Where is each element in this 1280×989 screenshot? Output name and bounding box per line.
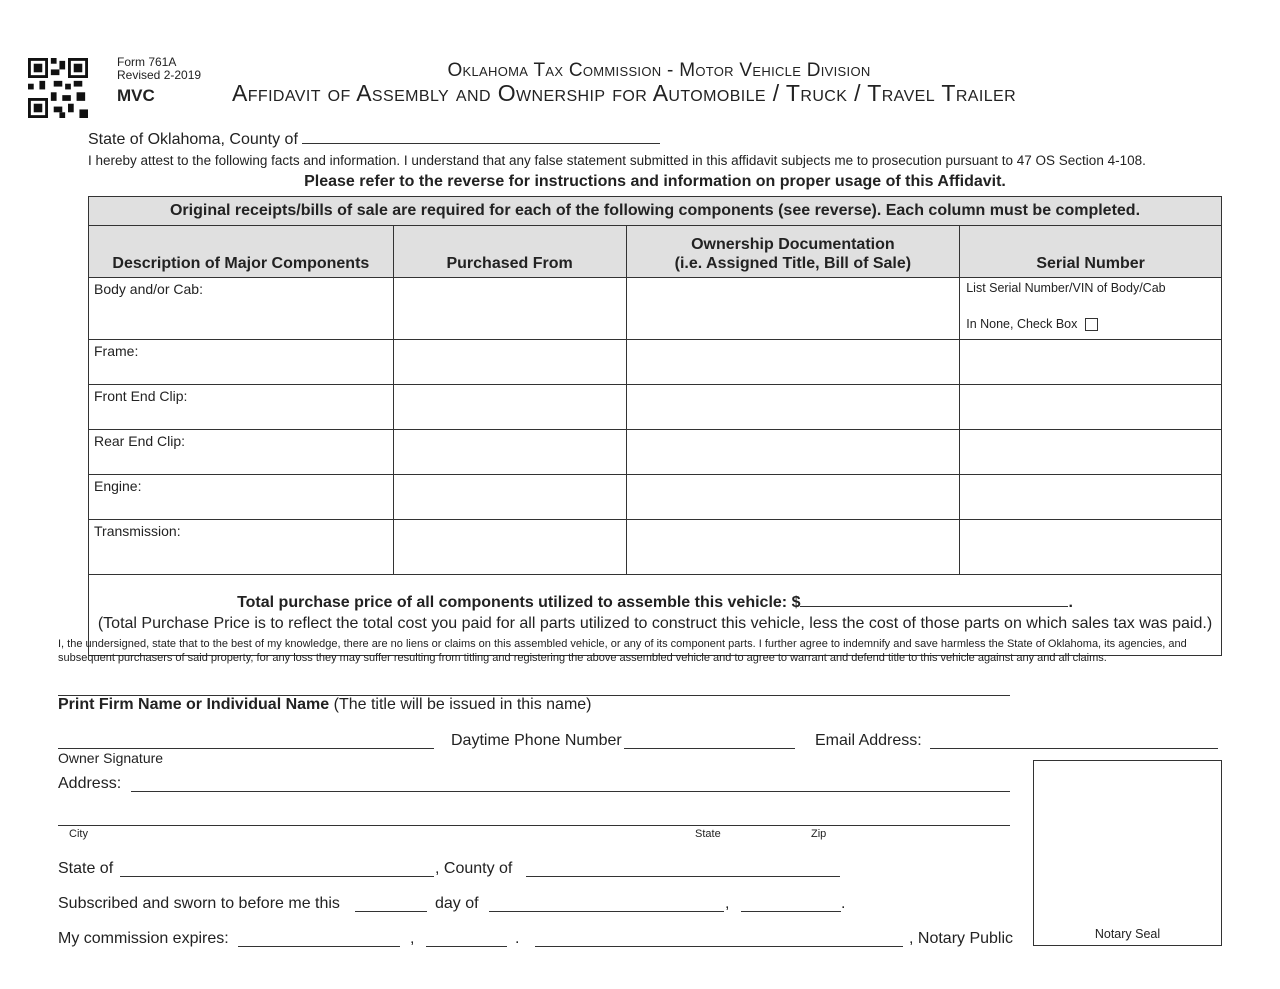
cell-input[interactable] [626, 385, 960, 430]
refer-text: Please refer to the reverse for instructions and information on proper usage of this Affidavit. [304, 173, 1006, 190]
cell-input[interactable] [960, 520, 1222, 575]
notary-seal-box [1033, 760, 1222, 946]
serial-note: List Serial Number/VIN of Body/Cab [966, 281, 1166, 295]
notary-name-field[interactable] [535, 946, 903, 947]
table-row [89, 430, 1222, 475]
row-label-rear-end: Rear End Clip: [89, 430, 394, 475]
daytime-phone-label: Daytime Phone Number [451, 732, 622, 749]
cell-input[interactable] [393, 340, 626, 385]
commission-label: My commission expires: [58, 930, 229, 947]
commission-period: . [515, 930, 520, 947]
notary-public-label: , Notary Public [909, 930, 1014, 947]
subscribed-month-field[interactable] [489, 911, 724, 912]
subscribed-label: Subscribed and sworn to before me this [58, 895, 340, 912]
cell-input[interactable] [393, 475, 626, 520]
components-table [88, 196, 1222, 656]
table-row [89, 475, 1222, 520]
cell-input[interactable] [960, 430, 1222, 475]
county-of-field[interactable] [526, 876, 840, 877]
mvc-label: MVC [117, 86, 155, 105]
row-label-engine: Engine: [89, 475, 394, 520]
state-of-field[interactable] [120, 876, 434, 877]
zip-label: Zip [811, 828, 827, 840]
cell-input[interactable] [626, 430, 960, 475]
table-row [89, 385, 1222, 430]
city-label: City [69, 828, 88, 840]
total-price-field[interactable] [800, 592, 1068, 607]
total-line [90, 592, 1220, 612]
county-of-label: , County of [435, 860, 513, 877]
row-label-front-end: Front End Clip: [89, 385, 394, 430]
serial-body-cell[interactable] [960, 278, 1222, 340]
total-label: Total purchase price of all components utilized to assemble this vehicle: $ [237, 594, 801, 611]
table-banner: Original receipts/bills of sale are required for each of the following components (see reverse). Each column must be completed. [89, 197, 1222, 226]
none-check-row [966, 317, 1215, 331]
address-field[interactable] [131, 791, 1010, 792]
col-purchased-from: Purchased From [393, 226, 626, 278]
email-field[interactable] [930, 748, 1218, 749]
subscribed-day-field[interactable] [355, 911, 427, 912]
cell-input[interactable] [626, 278, 960, 340]
cell-input[interactable] [393, 385, 626, 430]
total-period: . [1068, 594, 1073, 611]
print-name-label: Print Firm Name or Individual Name [58, 696, 330, 713]
commission-date-field[interactable] [238, 946, 400, 947]
total-note: (Total Purchase Price is to reflect the total cost you paid for all parts utilized to construct this vehicle, less the cost of those parts on which sales tax was paid.) [97, 615, 1213, 632]
owner-signature-field[interactable] [58, 748, 434, 749]
commission-comma: , [410, 930, 415, 947]
statement-text: I, the undersigned, state that to the best of my knowledge, there are no liens or claims on this assembled vehicle, or any of its component parts. I further agree to indemnify and save harmless the State of Oklahoma, its agencies, and subsequent purchasers of said property, for any loss they may suffer resulting from titling and registering the above assembled vehicle and to agree to warrant and defend title to this vehicle against any and all claims. [58, 638, 1187, 664]
table-row [89, 278, 1222, 340]
cell-input[interactable] [393, 278, 626, 340]
cell-input[interactable] [393, 430, 626, 475]
state-label: State [695, 828, 721, 840]
agency-name: Oklahoma Tax Commission - Motor Vehicle Division [447, 60, 871, 81]
county-line [88, 129, 660, 149]
col-description: Description of Major Components [89, 226, 394, 278]
form-title: Affidavit of Assembly and Ownership for Automobile / Truck / Travel Trailer [232, 80, 1017, 106]
daytime-phone-field[interactable] [624, 748, 795, 749]
table-row [89, 520, 1222, 575]
none-checkbox[interactable] [1085, 318, 1098, 331]
cell-input[interactable] [960, 385, 1222, 430]
print-name-note: (The title will be issued in this name) [333, 696, 592, 713]
email-label: Email Address: [815, 732, 922, 749]
state-of-label: State of [58, 860, 114, 877]
subscribed-period: . [841, 895, 846, 912]
cell-input[interactable] [393, 520, 626, 575]
day-of-label: day of [435, 895, 479, 912]
cell-input[interactable] [626, 520, 960, 575]
city-state-zip-field[interactable] [58, 825, 1010, 826]
row-label-body: Body and/or Cab: [89, 278, 394, 340]
county-field[interactable] [302, 129, 660, 144]
commission-year-field[interactable] [426, 946, 507, 947]
county-label: State of Oklahoma, County of [88, 131, 298, 148]
notary-seal-label: Notary Seal [1094, 927, 1161, 941]
cell-input[interactable] [960, 340, 1222, 385]
col-ownership-line2: (i.e. Assigned Title, Bill of Sale) [674, 255, 912, 272]
owner-signature-label: Owner Signature [58, 750, 164, 766]
col-ownership-line1: Ownership Documentation [691, 236, 895, 253]
col-ownership [626, 226, 960, 278]
attest-text: I hereby attest to the following facts and information. I understand that any false statement submitted in this affidavit subjects me to prosecution pursuant to 47 OS Section 4-108. [88, 153, 1146, 168]
row-label-transmission: Transmission: [89, 520, 394, 575]
print-name-caption [58, 696, 592, 714]
cell-input[interactable] [626, 475, 960, 520]
form-number: Form 761A [117, 55, 177, 69]
cell-input[interactable] [626, 340, 960, 385]
col-serial: Serial Number [960, 226, 1222, 278]
cell-input[interactable] [960, 475, 1222, 520]
table-row [89, 340, 1222, 385]
address-label: Address: [58, 775, 122, 792]
subscribed-comma: , [725, 895, 730, 912]
row-label-frame: Frame: [89, 340, 394, 385]
none-check-label: In None, Check Box [966, 317, 1078, 331]
revised-date: Revised 2-2019 [117, 68, 202, 82]
subscribed-year-field[interactable] [741, 911, 841, 912]
